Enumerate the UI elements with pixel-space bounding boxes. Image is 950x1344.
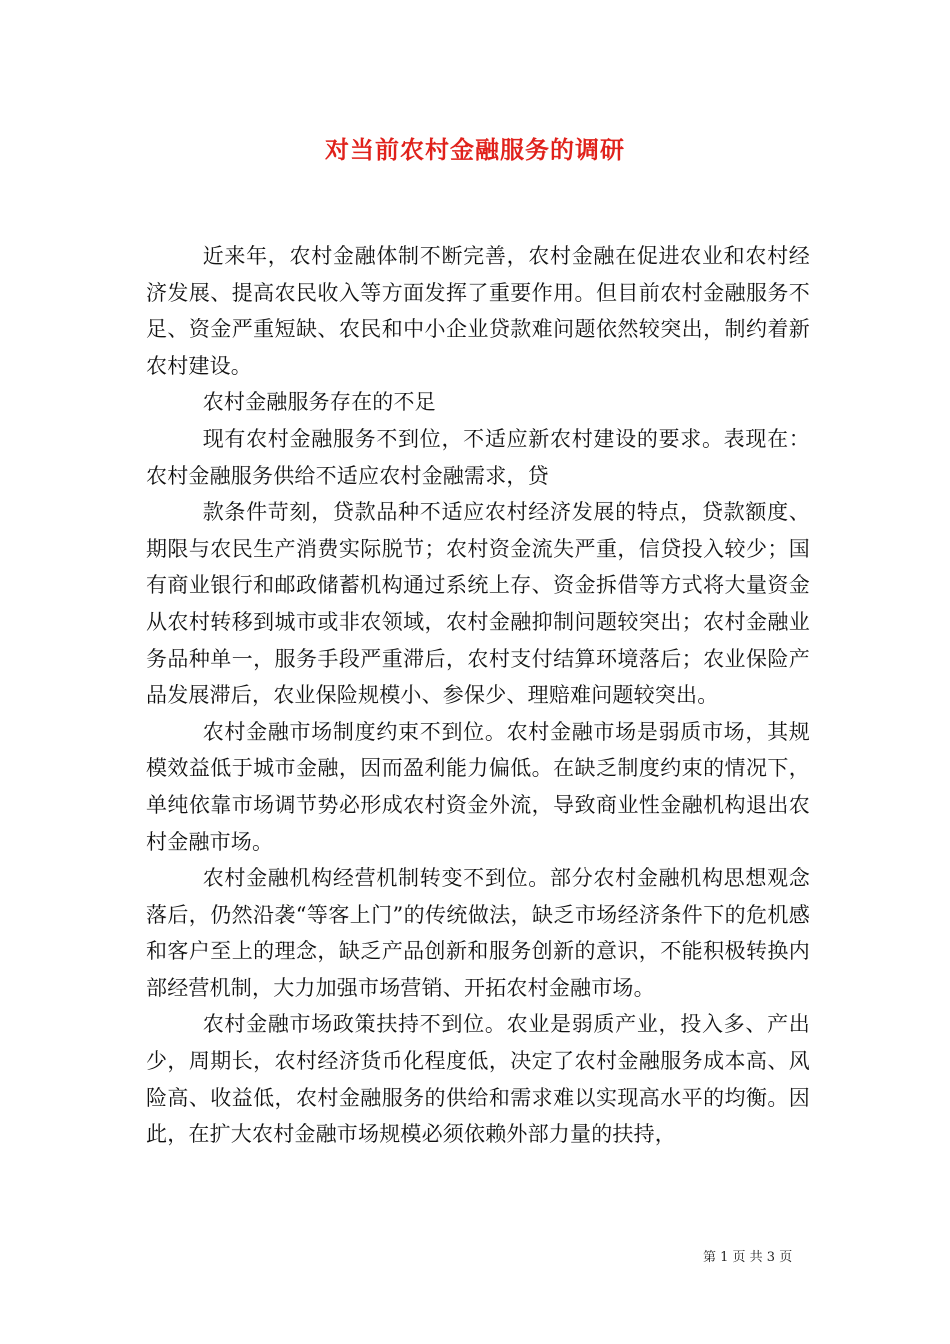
paragraph-service-gap: 现有农村金融服务不到位，不适应新农村建设的要求。表现在：农村金融服务供给不适应农村金融需求，贷 [146,426,810,488]
paragraph-policy-support: 农村金融市场政策扶持不到位。农业是弱质产业，投入多、产出少，周期长，农村经济货币化程度低，决定了农村金融服务成本高、风险高、收益低，农村金融服务的供给和需求难以实现高水平的均衡。因此，在扩大农村金融市场规模必须依赖外部力量的扶持， [146,1012,810,1147]
paragraph-market-constraints: 农村金融市场制度约束不到位。农村金融市场是弱质市场，其规模效益低于城市金融，因而盈利能力偏低。在缺乏制度约束的情况下，单纯依靠市场调节势必形成农村资金外流，导致商业性金融机构退出农村金融市场。 [146,719,810,854]
document-body [146,238,810,1153]
paragraph-operating-mechanism: 农村金融机构经营机制转变不到位。部分农村金融机构思想观念落后，仍然沿袭“等客上门”的传统做法，缺乏市场经济条件下的危机感和客户至上的理念，缺乏产品创新和服务创新的意识，不能积极转换内部经营机制，大力加强市场营销、开拓农村金融市场。 [146,866,810,1000]
section-heading: 农村金融服务存在的不足 [202,390,436,415]
paragraph-intro: 近来年，农村金融体制不断完善，农村金融在促进农业和农村经济发展、提高农民收入等方面发挥了重要作用。但目前农村金融服务不足、资金严重短缺、农民和中小企业贷款难问题依然较突出，制约着新农村建设。 [146,244,810,378]
page-number: 第 1 页 共 3 页 [703,1250,793,1265]
document-title: 对当前农村金融服务的调研 [325,135,625,164]
paragraph-loan-conditions: 款条件苛刻，贷款品种不适应农村经济发展的特点，贷款额度、期限与农民生产消费实际脱节；农村资金流失严重，信贷投入较少；国有商业银行和邮政储蓄机构通过系统上存、资金拆借等方式将大量资金从农村转移到城市或非农领域，农村金融抑制问题较突出；农村金融业务品种单一，服务手段严重滞后，农村支付结算环境落后；农业保险产品发展滞后，农业保险规模小、参保少、理赔难问题较突出。 [146,500,810,708]
